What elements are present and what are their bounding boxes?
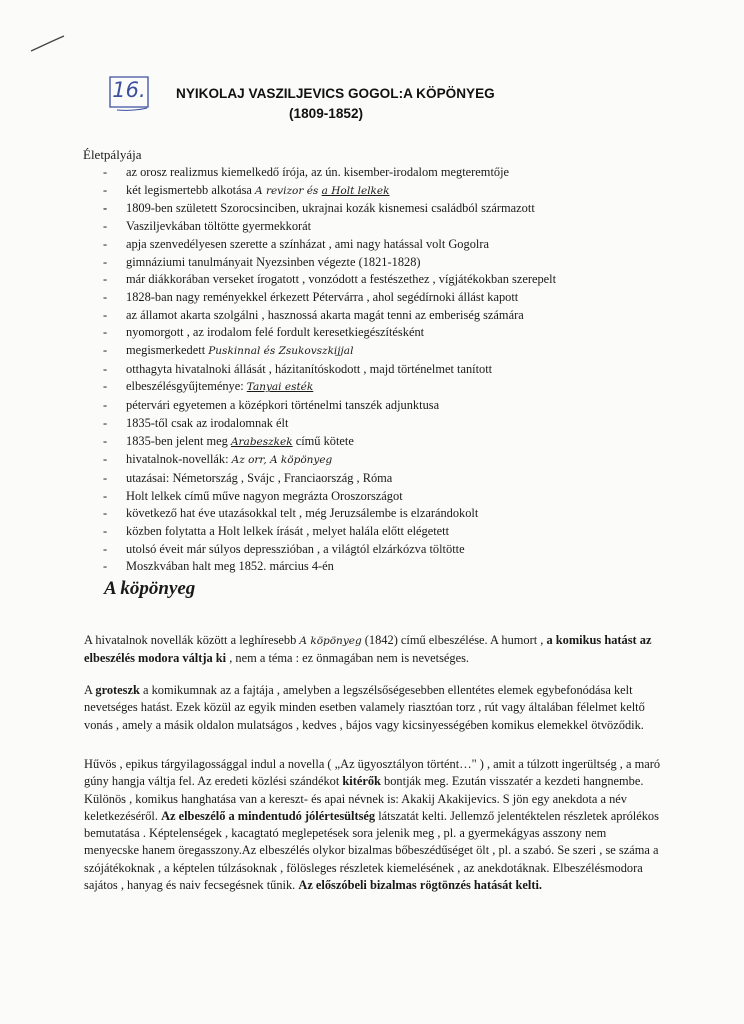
list-item: - 1828-ban nagy reményekkel érkezett Pétervárra , ahol segédírnoki állást kapott [100, 289, 700, 307]
title-line-author-work: NYIKOLAJ VASZILJEVICS GOGOL:A KÖPÖNYEG [176, 86, 495, 101]
paragraph-narration: Hűvös , epikus tárgyilagossággal indul a novella ( „Az ügyosztályon történt…" ) , amit a túlzott ingerültség , a maró gúny hangja váltja fel. Az eredeti közlési szándékot kitérők bontják meg. Ezután visszatér a kezdeti hangnembe. Különös , komikus hanghatása van a kereszt- és apai névnek is: Akakij Akakijevics. S jön egy anekdota a név keletkezéséről. Az elbeszélő a mindentudó jólértesültség látszatát kelti. Jellemző jelentéktelen részletek aprólékos bemutatása . Képtelenségek , kacagtató meglepetések sora jelenik meg , pl. a gyermekágyas asszony nem menyecske hanem öregasszony.Az elbeszélés olykor bizalmas bőbeszédűséget ölt , pl. a szabó. Se szeri , se száma a szójátékoknak , a képtelen túlzásoknak , fölösleges részletek kiemelésének , az anekdotáknak. Elbeszélésmodora sajátos , hanyag és naiv fecsegésnek tűnik. Az előszóbeli bizalmas rögtönzés hatását kelti. [84, 757, 661, 893]
list-item: - gimnáziumi tanulmányait Nyezsinben végezte (1821-1828) [100, 254, 700, 272]
list-item: - Vasziljevkában töltötte gyermekkorát [100, 218, 700, 236]
list-item: - az államot akarta szolgálni , hasznossá akarta magát tenni az emberiség számára [100, 307, 700, 325]
list-item: - megismerkedett Puskinnal és Zsukovszkijjal [100, 342, 700, 361]
paragraph-intro: A hivatalnok novellák között a leghíresebb A köpönyeg (1842) című elbeszélése. A humort , a komikus hatást az elbeszélés modora váltja ki , nem a téma : ez önmagában nem is nevetséges. [84, 633, 652, 666]
paragraph-grotesque: A groteszk a komikumnak az a fajtája , amelyben a legszélsőségesebben ellentétes elemek egybefonódása kelt nevetséges hatást. Ezek közül az egyik minden esetben valamely riasztóan torz , rút vagy általában félelmet keltő vonás , amely a másik oldalon mulatságos , kedves , bájos vagy kicsinyességében komikus elemekkel ötvöződik. [84, 683, 645, 732]
list-item: - pétervári egyetemen a középkori történelmi tanszék adjunktusa [100, 397, 700, 415]
list-item: - otthagyta hivatalnoki állását , házitanítóskodott , majd történelmet tanított [100, 361, 700, 379]
list-item: - hivatalnok-novellák: Az orr, A köpönyeg [100, 451, 700, 470]
list-item: - 1835-től csak az irodalomnak élt [100, 415, 700, 433]
list-item: - már diákkorában verseket írogatott , vonzódott a festészethez , vígjátékokban szerepelt [100, 271, 700, 289]
list-item: - két legismertebb alkotása A revizor és a Holt lelkek [100, 182, 700, 201]
pen-stroke-mark [30, 34, 66, 54]
list-item: - Holt lelkek című műve nagyon megrázta Oroszországot [100, 488, 700, 506]
list-item: - 1835-ben jelent meg Arabeszkek című kötete [100, 433, 700, 452]
list-item: - nyomorgott , az irodalom felé fordult keresetkiegészítésként [100, 324, 700, 342]
list-item: - elbeszélésgyűjteménye: Tanyai esték [100, 378, 700, 397]
list-item: - következő hat éve utazásokkal telt , még Jeruzsálembe is elzarándokolt [100, 505, 700, 523]
career-list [100, 164, 700, 576]
handwritten-page-number: 16. [107, 74, 151, 112]
list-item: - utolsó éveit már súlyos depresszióban , a világtól elzárkózva töltötte [100, 541, 700, 559]
list-item: - utazásai: Németország , Svájc , Franciaország , Róma [100, 470, 700, 488]
list-item: - Moszkvában halt meg 1852. március 4-én [100, 558, 700, 576]
list-item: - közben folytatta a Holt lelkek írását , melyet halála előtt elégetett [100, 523, 700, 541]
title-line-years: (1809-1852) [289, 106, 364, 121]
list-item: - apja szenvedélyesen szerette a színházat , ami nagy hatással volt Gogolra [100, 236, 700, 254]
list-item: - az orosz realizmus kiemelkedő írója, az ún. kisember-irodalom megteremtője [100, 164, 700, 182]
career-heading: Életpályája [83, 147, 142, 162]
document-title [176, 84, 596, 124]
list-item: - 1809-ben született Szorocsinciben, ukrajnai kozák kisnemesi családból származott [100, 200, 700, 218]
analysis-heading: A köpönyeg [104, 578, 196, 599]
